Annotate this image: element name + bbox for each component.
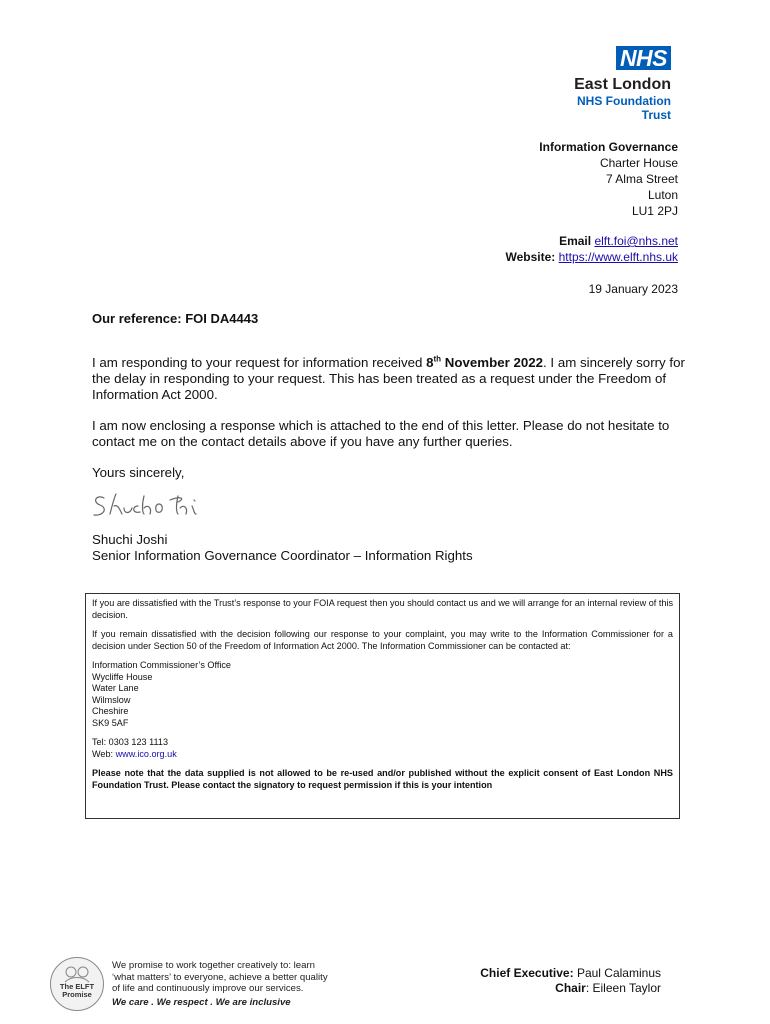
chair-label: Chair <box>555 981 586 995</box>
ico-tel: Tel: 0303 123 1113 <box>92 737 169 747</box>
signer-block <box>92 532 473 564</box>
signer-title: Senior Information Governance Coordinator – Information Rights <box>92 548 473 563</box>
promise-line: ‘what matters’ to everyone, achieve a better quality <box>112 971 328 983</box>
promise-line: We promise to work together creatively to: learn <box>112 960 315 971</box>
nhs-logo-box: NHS <box>616 46 671 70</box>
address-line: Charter House <box>599 156 678 170</box>
email-link[interactable]: elft.foi@nhs.net <box>594 234 678 248</box>
body-paragraph-2: I am now enclosing a response which is attached to the end of this letter. Please do not hesitate to contact me on the contact details above if you have any further queries. <box>92 418 670 449</box>
badge-line-2: Promise <box>62 990 92 999</box>
address-line: LU1 2PJ <box>631 204 678 218</box>
sender-contact <box>505 233 678 265</box>
logo-org-name: East London <box>574 76 671 93</box>
ico-address <box>92 660 673 729</box>
promise-tagline: We care . We respect . We are inclusive <box>112 996 291 1008</box>
ico-address-line: Wycliffe House <box>92 671 153 682</box>
promise-badge-icon <box>50 957 104 1011</box>
letter-date: 19 January 2023 <box>588 282 678 296</box>
logo-trust-name: NHS Foundation Trust <box>577 94 671 122</box>
ico-web-label: Web: <box>92 748 116 759</box>
ico-address-line: Cheshire <box>92 706 129 716</box>
badge-line-1: The ELFT <box>59 982 95 991</box>
p1-text-b: . I am sincerely sorry for the delay in responding to your request. This has been treated as a request under the Freedom of Information Act 2000. <box>92 355 685 402</box>
notice-paragraph-2: If you remain dissatisfied with the decision following our response to your complaint, you may write to the Information Commissioner for a decision under Section 50 of the Freedom of Information Act 2000. The Information Commissioner can be contacted at: <box>92 629 673 651</box>
ico-web-link[interactable]: www.ico.org.uk <box>115 748 177 759</box>
executive-block: Chief Executive: Paul Calaminus Chair: Eileen Taylor <box>480 966 661 995</box>
disclaimer: Please note that the data supplied is not allowed to be re-used and/or published without the explicit consent of East London NHS Foundation Trust. Please contact the signatory to request permission if this is your intention <box>92 768 673 790</box>
nhs-logo <box>553 46 671 122</box>
address-line: Luton <box>647 188 678 202</box>
reference: Our reference: FOI DA4443 <box>92 311 259 326</box>
elft-promise <box>40 942 360 1020</box>
ico-contact <box>92 737 673 760</box>
handwritten-signature <box>90 488 212 522</box>
website-label: Website: <box>505 250 556 264</box>
promise-text <box>112 960 328 1008</box>
ico-address-line: SK9 5AF <box>92 717 129 728</box>
email-label: Email <box>559 234 592 248</box>
ico-address-line: Water Lane <box>92 683 139 693</box>
chair-name: Eileen Taylor <box>592 981 661 995</box>
promise-line: of life and continuously improve our services. <box>112 983 304 994</box>
sender-address <box>539 139 678 219</box>
signer-name: Shuchi Joshi <box>92 532 168 547</box>
ceo-name: Paul Calaminus <box>576 966 661 980</box>
ico-address-line: Wilmslow <box>92 694 131 705</box>
p1-ordinal: th <box>433 354 442 364</box>
notice-paragraph-1: If you are dissatisfied with the Trust’s response to your FOIA request then you should contact us and we will arrange for an internal review of this decision. <box>92 598 673 620</box>
closing: Yours sincerely, <box>92 465 185 480</box>
website-link[interactable]: https://www.elft.nhs.uk <box>558 250 678 264</box>
complaints-notice-box <box>85 593 680 819</box>
p1-day: 8 <box>426 355 434 370</box>
ceo-label: Chief Executive: <box>480 966 574 980</box>
p1-month: November 2022 <box>441 355 544 370</box>
ico-address-line: Information Commissioner’s Office <box>92 660 231 670</box>
body-paragraph-1 <box>92 355 692 403</box>
sender-dept: Information Governance <box>539 140 678 154</box>
address-line: 7 Alma Street <box>605 172 678 186</box>
p1-text-a: I am responding to your request for information received <box>92 355 427 370</box>
